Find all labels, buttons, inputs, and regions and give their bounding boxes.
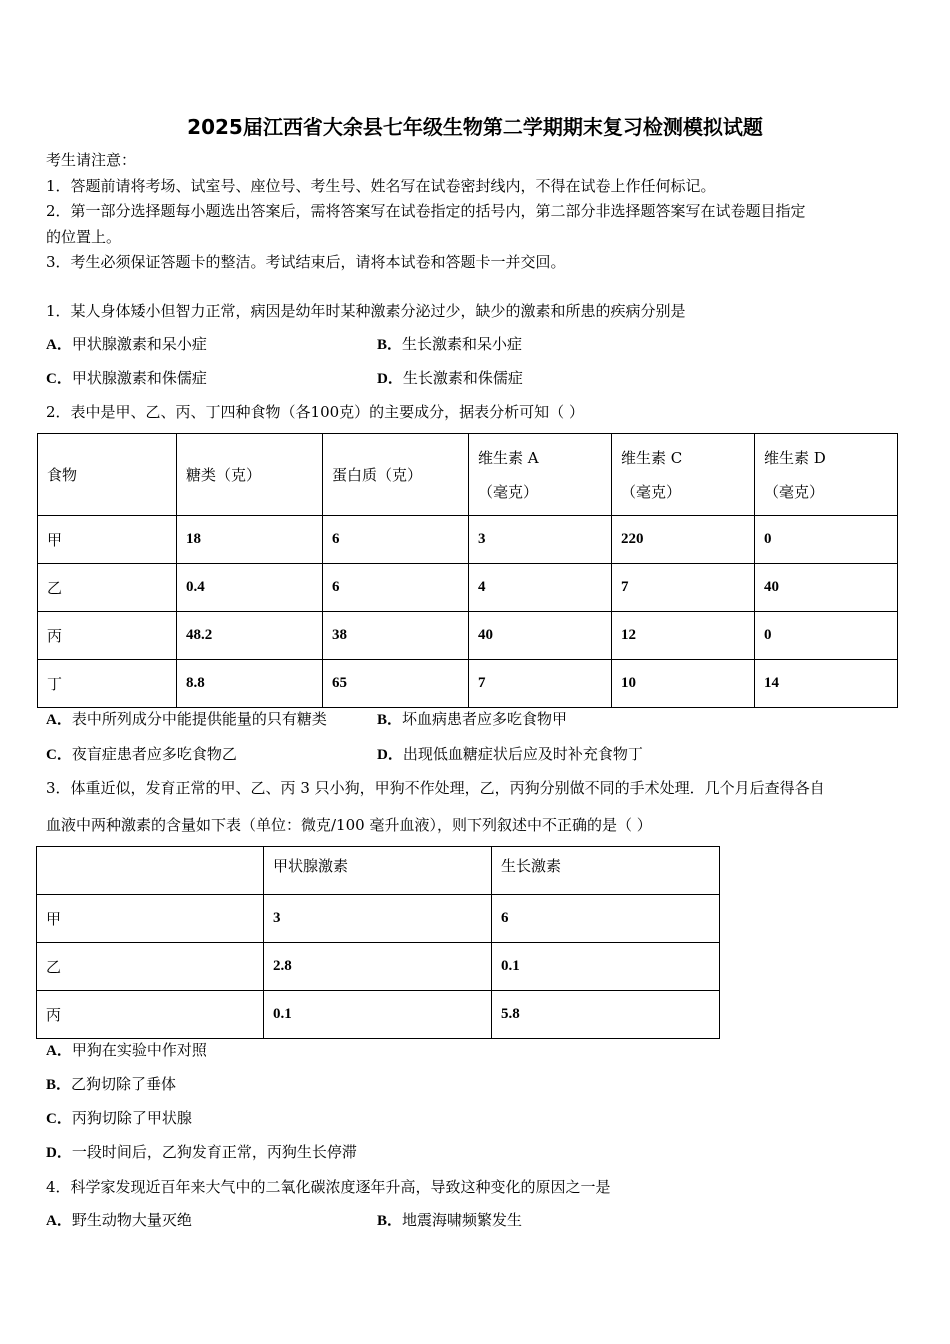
table-cell: 丁 [38,660,177,708]
notice-item: 3．考生必须保证答题卡的整洁。考试结束后，请将本试卷和答题卡一并交回。 [46,253,566,271]
table-cell: 4 [469,564,612,612]
table-row [38,660,898,708]
q1-option-a[interactable] [46,334,207,355]
table-cell: 丙 [38,612,177,660]
table-cell: 8.8 [177,660,323,708]
table-cell: 5.8 [492,991,720,1039]
option-letter: A． [46,337,72,353]
page-title: 2025届江西省大余县七年级生物第二学期期末复习检测模拟试题 [187,115,763,139]
q4-option-a[interactable] [46,1210,192,1231]
q1-option-c[interactable] [46,368,207,389]
table-cell: 40 [469,612,612,660]
option-text: 乙狗切除了垂体 [71,1075,177,1093]
notice-item: 的位置上。 [46,228,122,246]
q2-option-c[interactable] [46,744,237,765]
table-cell: 乙 [38,564,177,612]
table-cell: 18 [177,516,323,564]
table-header-cell: 维生素 A （毫克） [469,434,612,516]
table-cell: 65 [323,660,469,708]
question-1-stem: 1．某人身体矮小但智力正常，病因是幼年时某种激素分泌过少，缺少的激素和所患的疾病分别是 [46,302,686,320]
table-header-cell: 甲状腺激素 [264,847,492,895]
table-cell: 7 [612,564,755,612]
table-cell: 3 [264,895,492,943]
option-text: 坏血病患者应多吃食物甲 [402,710,568,728]
question-3-stem: 3．体重近似，发育正常的甲、乙、丙 3 只小狗，甲狗不作处理，乙，丙狗分别做不同的手术处理．几个月后查得各自 [46,779,825,797]
q1-option-b[interactable] [377,334,522,355]
option-letter: D． [46,1145,72,1161]
table-header-cell: 糖类（克） [177,434,323,516]
question-2-stem: 2．表中是甲、乙、丙、丁四种食物（各100克）的主要成分，据表分析可知（ ） [46,403,584,421]
table-cell: 2.8 [264,943,492,991]
table-cell: 0.1 [492,943,720,991]
q3-option-a[interactable] [46,1040,207,1061]
table-header-row [38,434,898,516]
notice-item: 1．答题前请将考场、试室号、座位号、考生号、姓名写在试卷密封线内，不得在试卷上作任何标记。 [46,177,716,195]
table-row [38,516,898,564]
option-letter: C． [46,1111,72,1127]
q4-option-b[interactable] [377,1210,522,1231]
table-cell: 40 [755,564,898,612]
table-cell: 10 [612,660,755,708]
table-cell: 0.1 [264,991,492,1039]
option-text: 地震海啸频繁发生 [402,1211,523,1229]
question-4-stem: 4．科学家发现近百年来大气中的二氧化碳浓度逐年升高，导致这种变化的原因之一是 [46,1178,611,1196]
table-row [37,943,720,991]
q3-option-c[interactable] [46,1108,192,1129]
option-text: 表中所列成分中能提供能量的只有糖类 [71,710,327,728]
option-text: 甲状腺激素和侏儒症 [71,369,207,387]
table-header-cell [37,847,264,895]
hormone-table [36,846,720,1039]
notice-heading: 考生请注意： [46,151,137,169]
option-text: 生长激素和呆小症 [402,335,523,353]
table-cell: 6 [492,895,720,943]
option-letter: B． [377,337,403,353]
table-row [37,991,720,1039]
option-letter: B． [377,712,403,728]
option-letter: C． [46,747,72,763]
q3-option-d[interactable] [46,1142,357,1163]
option-text: 夜盲症患者应多吃食物乙 [71,745,237,763]
table-cell: 7 [469,660,612,708]
table-cell: 14 [755,660,898,708]
table-cell: 0 [755,612,898,660]
option-letter: B． [377,1213,403,1229]
question-3-stem-cont: 血液中两种激素的含量如下表（单位：微克/100 毫升血液），则下列叙述中不正确的是（ ） [46,816,652,834]
table-header-cell: 生长激素 [492,847,720,895]
table-header-cell: 蛋白质（克） [323,434,469,516]
q2-option-b[interactable] [377,709,567,730]
option-text: 丙狗切除了甲状腺 [71,1109,192,1127]
table-cell: 3 [469,516,612,564]
option-letter: D． [377,747,403,763]
option-letter: A． [46,712,72,728]
option-text: 出现低血糖症状后应及时补充食物丁 [402,745,643,763]
q2-option-d[interactable] [377,744,643,765]
table-cell: 甲 [38,516,177,564]
option-text: 野生动物大量灭绝 [71,1211,192,1229]
notice-item: 2．第一部分选择题每小题选出答案后，需将答案写在试卷指定的括号内，第二部分非选择题答案写在试卷题目指定 [46,202,806,220]
q2-option-a[interactable] [46,709,327,730]
option-text: 一段时间后，乙狗发育正常，丙狗生长停滞 [71,1143,357,1161]
option-text: 生长激素和侏儒症 [402,369,523,387]
option-letter: C． [46,371,72,387]
table-cell: 0.4 [177,564,323,612]
table-cell: 乙 [37,943,264,991]
table-cell: 220 [612,516,755,564]
table-header-row [37,847,720,895]
food-nutrient-table [37,433,898,708]
option-letter: D． [377,371,403,387]
option-letter: B． [46,1077,72,1093]
table-cell: 38 [323,612,469,660]
table-row [38,612,898,660]
q3-option-b[interactable] [46,1074,176,1095]
table-cell: 12 [612,612,755,660]
option-letter: A． [46,1213,72,1229]
table-cell: 甲 [37,895,264,943]
table-header-cell: 维生素 D （毫克） [755,434,898,516]
table-cell: 48.2 [177,612,323,660]
table-header-cell: 维生素 C （毫克） [612,434,755,516]
option-text: 甲狗在实验中作对照 [71,1041,207,1059]
option-letter: A． [46,1043,72,1059]
table-cell: 6 [323,516,469,564]
option-text: 甲状腺激素和呆小症 [71,335,207,353]
table-cell: 6 [323,564,469,612]
table-row [38,564,898,612]
table-cell: 0 [755,516,898,564]
q1-option-d[interactable] [377,368,523,389]
table-cell: 丙 [37,991,264,1039]
table-header-cell: 食物 [38,434,177,516]
table-row [37,895,720,943]
